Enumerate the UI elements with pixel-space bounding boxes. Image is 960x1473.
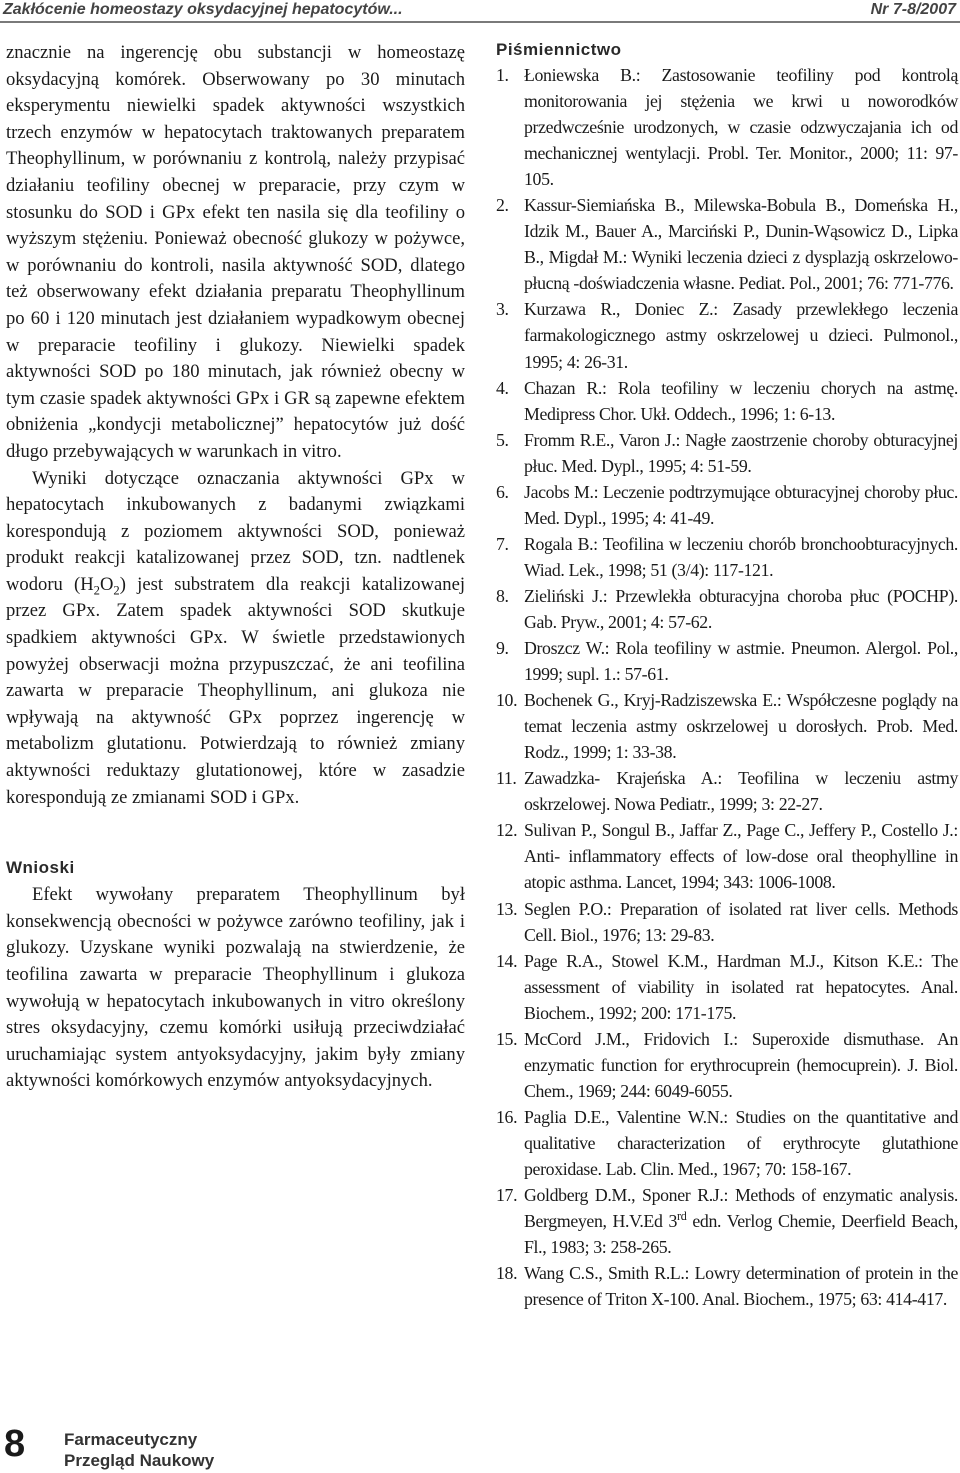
journal-name — [64, 1429, 214, 1471]
reference-number: 6. — [496, 481, 509, 502]
reference-item — [496, 479, 958, 531]
reference-number: 8. — [496, 585, 509, 606]
body-paragraph-2 — [6, 466, 465, 812]
reference-text: Paglia D.E., Valentine W.N.: Studies on the quantitative and qualitative characterization of erythrocyte glutathione peroxidase. Lab. Clin. Med., 1967; 70: 158-167. — [524, 1106, 958, 1179]
page-number: 8 — [4, 1423, 26, 1465]
reference-text — [524, 1182, 958, 1260]
reference-item — [496, 62, 958, 192]
references-heading: Piśmiennictwo — [496, 40, 622, 59]
conclusions-heading: Wnioski — [6, 858, 75, 878]
reference-text: Zawadzka- Krajeńska A.: Teofilina w leczeniu astmy oskrzelowej. Nowa Pediatr., 1999; 3: 22-27. — [524, 768, 958, 815]
reference-text: Łoniewska B.: Zastosowanie teofiliny pod kontrolą monitorowania jej stężenia we krwi u noworodków przedwcześnie urodzonych, w czasie odzwyczajania ich od mechanicznej wentylacji. Probl. Ter. Monitor., 2000; 11: 97-105. — [524, 65, 958, 190]
superscript-rd: rd — [677, 1209, 687, 1224]
reference-text: Page R.A., Stowel K.M., Hardman M.J., Kitson K.E.: The assessment of viability in isolated rat hepatocytes. Anal. Biochem., 1992; 200: 171-175. — [524, 950, 958, 1023]
reference-number: 9. — [496, 638, 509, 659]
body-paragraph-1: znacznie na ingerencję obu substancji w homeostazę oksydacyjną komórek. Obserwowany po 30 minutach eksperymentu niewielki spadek aktywności wszystkich trzech enzymów w hepatocytach traktowanych preparatem Theophyllinum, w porównaniu z kontrolą, należy przypisać działaniu teofiliny obecnej w preparacie, przy czym w stosunku do SOD i GPx efekt ten nasila się dla teofiliny o wyższym stężeniu. Ponieważ obecność glukozy w pożywce, w porównaniu do kontroli, nasila aktywność SOD, dlatego też obserwowany efekt działania preparatu Theophyllinum po 60 i 120 minutach jest działaniem wypadkowym obecnej w preparacie teofiliny i glukozy. Niewielki spadek aktywności SOD po 180 minutach, jak również obecny w tym czasie spadek aktywności GPx i GR są zapewne efektem obniżenia „kondycji metabolicznej” hepatocytów już dość długo przebywających w warunkach in vitro. — [6, 42, 465, 462]
reference-text: Droszcz W.: Rola teofiliny w astmie. Pneumon. Alergol. Pol., 1999; supl. 1.: 57-61. — [524, 638, 958, 685]
reference-item — [496, 765, 958, 817]
reference-item — [496, 1104, 958, 1182]
reference-text: Sulivan P., Songul B., Jaffar Z., Page C., Jeffery P., Costello J.: Anti- inflammatory effects of low-dose oral theophylline in atopic asthma. Lancet, 1994; 343: 1006-1008. — [524, 820, 958, 893]
reference-text: McCord J.M., Fridovich I.: Superoxide dismuthase. An enzymatic function for erythrocuprein (hemocuprein). J. Biol. Chem., 1969; 244: 6049-6055. — [524, 1028, 958, 1101]
right-column — [496, 40, 958, 1312]
journal-name-line1: Farmaceutyczny — [64, 1430, 198, 1449]
reference-text: Bochenek G., Kryj-Radziszewska E.: Współczesne poglądy na temat leczenia astmy oskrzelowej u dorosłych. Prob. Med. Rodz., 1999; 1: 33-38. — [524, 690, 958, 763]
reference-number: 2. — [496, 195, 509, 216]
reference-17-text-b: edn. Verlog Chemie, Deerfield Beach, Fl., 1983; 3: 258-265. — [524, 1211, 959, 1258]
reference-item — [496, 1182, 958, 1260]
reference-number: 3. — [496, 299, 509, 320]
reference-item — [496, 1026, 958, 1104]
reference-number: 11. — [496, 768, 517, 789]
reference-number: 10. — [496, 690, 518, 711]
journal-name-line2: Przegląd Naukowy — [64, 1451, 215, 1470]
reference-text: Seglen P.O.: Preparation of isolated rat liver cells. Methods Cell. Biol., 1976; 13: 29-83. — [524, 898, 958, 945]
subscript-2a: 2 — [93, 583, 100, 598]
reference-number: 5. — [496, 429, 509, 450]
issue-number: Nr 7-8/2007 — [870, 1, 956, 18]
reference-item — [496, 948, 958, 1026]
left-column — [6, 40, 465, 1095]
reference-item — [496, 583, 958, 635]
para2-text-a: Wyniki dotyczące oznaczania aktywności GPx w hepatocytach inkubowanych z badanymi związkami korespondują z poziomem aktywności SOD, ponieważ produkt reakcji katalizowanej przez SOD, tzn. nadtlenek wodoru (H — [6, 467, 465, 595]
reference-text: Jacobs M.: Leczenie podtrzymujące obturacyjnej choroby płuc. Med. Dypl., 1995; 4: 41-49. — [524, 481, 958, 528]
references-list — [496, 62, 958, 1312]
reference-item — [496, 817, 958, 895]
reference-item — [496, 531, 958, 583]
reference-number: 18. — [496, 1263, 518, 1284]
reference-number: 15. — [496, 1028, 518, 1049]
reference-text: Chazan R.: Rola teofiliny w leczeniu chorych na astmę. Medipress Chor. Ukł. Oddech., 1996; 1: 6-13. — [524, 377, 958, 424]
reference-text: Rogala B.: Teofilina w leczeniu chorób bronchoobturacyjnych. Wiad. Lek., 1998; 51 (3/4): 117-121. — [524, 533, 958, 580]
para2-text-b: ) jest substratem dla reakcji katalizowanej przez GPx. Zatem spadek aktywności SOD skutkuje spadkiem aktywności GPx. W świetle przedstawionych powyżej obserwacji można przypuszczać, że ani teofilina zawarta w preparacie Theophyllinum, ani glukoza nie wpływają na aktywność GPx poprzez ingerencję w metabolizm glutationu. Potwierdzają to również zmiany aktywności reduktazy glutationowej, które w zasadzie korespondują ze zmianami SOD i GPx. — [6, 573, 466, 808]
running-header — [0, 0, 960, 22]
reference-text: Kassur-Siemiańska B., Milewska-Bobula B., Domeńska H., Idzik M., Bauer A., Marciński P., Dunin-Wąsowicz D., Lipka B., Migdał M.: Wyniki leczenia dzieci z dysplazją oskrzelowo-płucną -doświadczenia własne. Pediat. Pol., 2001; 76: 771-776. — [524, 195, 958, 294]
reference-text: Wang C.S., Smith R.L.: Lowry determination of protein in the presence of Triton X-100. Anal. Biochem., 1975; 63: 414-417. — [524, 1263, 958, 1310]
reference-number: 12. — [496, 820, 518, 841]
reference-number: 16. — [496, 1106, 518, 1127]
reference-17-text-a: Goldberg D.M., Sponer R.J.: Methods of enzymatic analysis. Bergmeyen, H.V.Ed 3 — [524, 1185, 958, 1232]
reference-number: 17. — [496, 1185, 518, 1206]
reference-number: 1. — [496, 65, 509, 85]
reference-item — [496, 1260, 958, 1312]
reference-item — [496, 427, 958, 479]
reference-item — [496, 635, 958, 687]
reference-item — [496, 896, 958, 948]
reference-item — [496, 296, 958, 374]
reference-number: 14. — [496, 950, 518, 971]
conclusions-paragraph: Efekt wywołany preparatem Theophyllinum był konsekwencją obecności w pożywce zarówno teofiliny, jak i glukozy. Uzyskane wyniki pozwalają na stwierdzenie, że teofilina zawarta w preparacie Theophyllinum i glukoza wywołują w hepatocytach inkubowanych in vitro określony stres oksydacyjny, czemu komórki usiłują przeciwdziałać uruchamiając system antyoksydacyjny, jakim były zmiany aktywności komórkowych enzymów antyoksydacyjnych. — [6, 884, 465, 1092]
para2-oxygen: O — [99, 573, 114, 595]
reference-text: Kurzawa R., Doniec Z.: Zasady przewlekłego leczenia farmakologicznego astmy oskrzelowej u dzieci. Pulmonol., 1995; 4: 26-31. — [524, 299, 958, 372]
reference-item — [496, 375, 958, 427]
reference-text: Fromm R.E., Varon J.: Nagłe zaostrzenie choroby obturacyjnej płuc. Med. Dypl., 1995; 4: 51-59. — [524, 429, 958, 476]
subscript-2b: 2 — [113, 583, 120, 598]
reference-text: Zieliński J.: Przewlekła obturacyjna choroba płuc (POCHP). Gab. Pryw., 2001; 4: 57-62. — [524, 585, 958, 632]
reference-number: 13. — [496, 898, 518, 919]
reference-number: 4. — [496, 377, 509, 398]
reference-item — [496, 192, 958, 296]
reference-number: 7. — [496, 533, 509, 554]
reference-item — [496, 687, 958, 765]
header-rule — [0, 21, 960, 23]
running-title: Zakłócenie homeostazy oksydacyjnej hepatocytów... — [3, 1, 403, 18]
